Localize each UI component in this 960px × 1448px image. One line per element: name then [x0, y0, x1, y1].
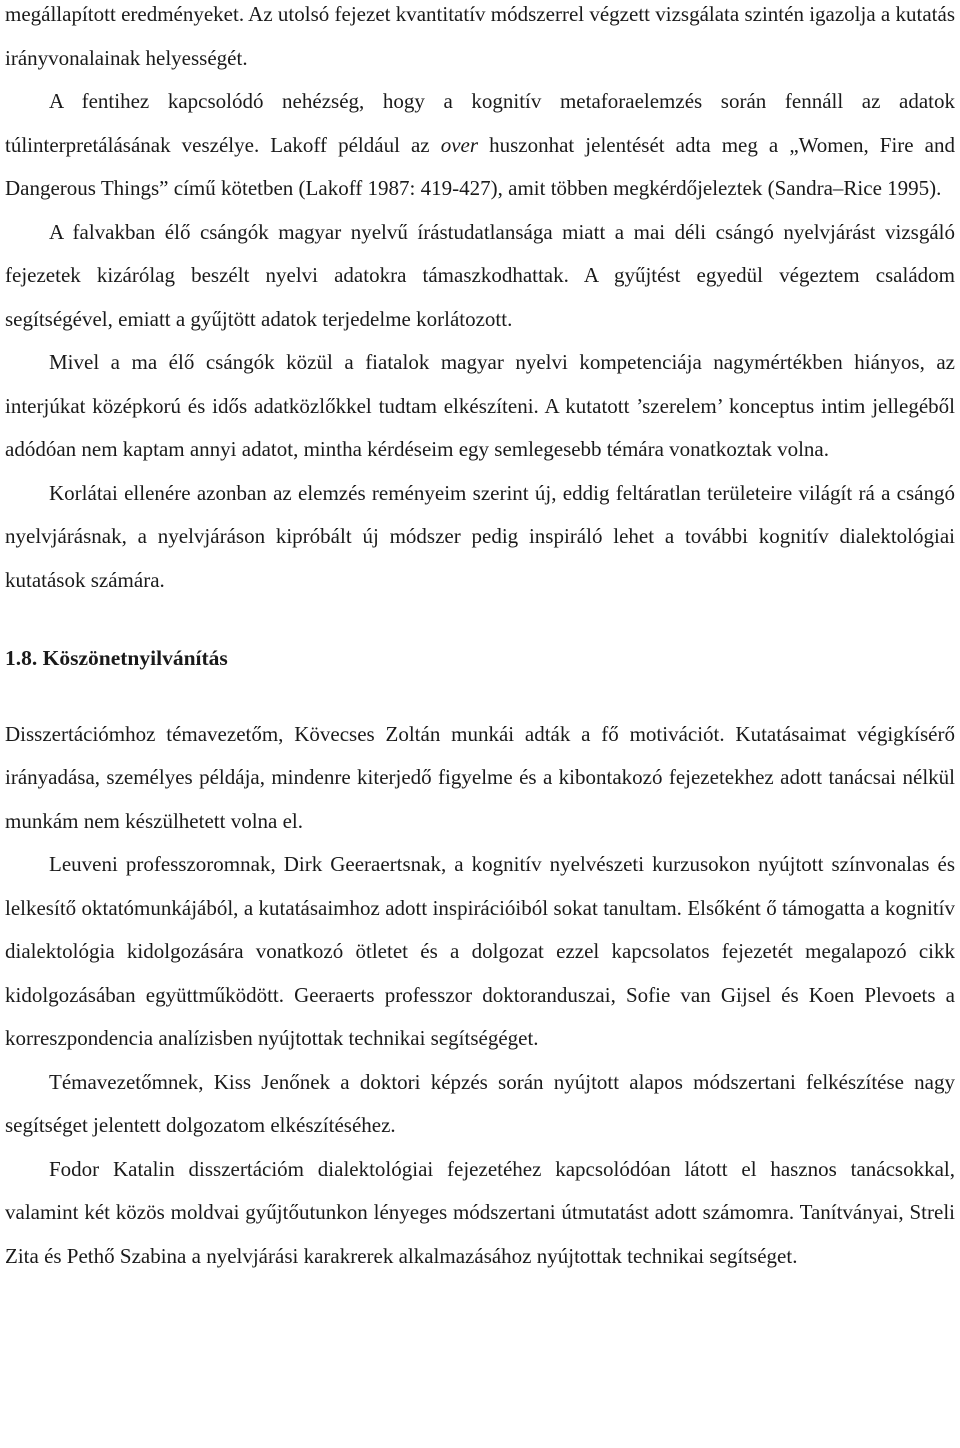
paragraph-difficulty-part-a: A fentihez kapcsolódó nehézség, hogy a kognitív metaforaelemzés során fennáll az adatok túlinterpretálásának veszélye. Lakoff például az: [5, 89, 955, 157]
paragraph-difficulty-part-b: huszonhat jelentését adta meg a „Women, Fire and Dangerous Things” című kötetben (Lakoff 1987: 419-427), amit többen megkérdőjeleztek (Sandra–Rice 1995).: [5, 132, 955, 200]
paragraph-supervisor: Disszertációmhoz témavezetőm, Kövecses Zoltán munkái adták a fő motivációt. Kutatásaimat végigkísérő irányadása, személyes példája, mindenre kiterjedő figyelme és a kibontakozó fejezetekhez adott tanácsai nélkül munkám nem készülhetett volna el.: [5, 721, 955, 833]
section-heading: 1.8. Köszönetnyilvánítás: [5, 646, 228, 670]
paragraph-leuven: Leuveni professzoromnak, Dirk Geeraertsnak, a kognitív nyelvészeti kurzusokon nyújtott színvonalas és lelkesítő oktatómunkájából, a kutatásaimhoz adott inspirációiból sokat tanultam. Elsőként ő támogatta a kognitív dialektológia kidolgozására vonatkozó ötletet és a dolgozat ezzel kapcsolatos fejezetét megalapozó cikk kidolgozásában együttműködött. Geeraerts professzor doktoranduszai, Sofie van Gijsel és Koen Plevoets a korreszpondencia analízisben nyújtottak technikai segítségéget.: [5, 852, 955, 1050]
paragraph-kiss: Témavezetőmnek, Kiss Jenőnek a doktori képzés során nyújtott alapos módszertani felkészítése nagy segítséget jelentett dolgozatom elkészítéséhez.: [5, 1069, 955, 1137]
paragraph-fodor: Fodor Katalin disszertációm dialektológiai fejezetéhez kapcsolódóan látott el hasznos tanácsokkal, valamint két közös moldvai gyűjtőutunkon lényeges módszertani útmutatást adott számomra. Tanítványai, Streli Zita és Pethő Szabina a nyelvjárási karakrerek alkalmazásához nyújtottak technikai segítséget.: [5, 1156, 955, 1268]
paragraph-competence: Mivel a ma élő csángók közül a fiatalok magyar nyelvi kompetenciája nagymértékben hiányos, az interjúkat középkorú és idős adatközlőkkel tudtam elkészíteni. A kutatott ’szerelem’ konceptus intim jellegéből adódóan nem kaptam annyi adatot, mintha kérdéseim egy semlegesebb témára vonatkoztak volna.: [5, 350, 955, 461]
document-page: [5, 0, 955, 1278]
paragraph-difficulty-emphasis: over: [440, 132, 479, 157]
paragraph-limitations: Korlátai ellenére azonban az elemzés reményeim szerint új, eddig feltáratlan területeire világít rá a csángó nyelvjárásnak, a nyelvjáráson kipróbált új módszer pedig inspiráló lehet a további kognitív dialektológiai kutatások számára.: [5, 480, 955, 592]
spacer: [5, 602, 955, 637]
spacer: [5, 681, 955, 713]
paragraph-continuation: megállapított eredményeket. Az utolsó fejezet kvantitatív módszerrel végzett vizsgálata szintén igazolja a kutatás irányvonalainak helyességét.: [5, 2, 955, 70]
paragraph-difficulty: [5, 80, 955, 211]
paragraph-illiteracy: A falvakban élő csángók magyar nyelvű írástudatlansága miatt a mai déli csángó nyelvjárást vizsgáló fejezetek kizárólag beszélt nyelvi adatokra támaszkodhattak. A gyűjtést egyedül végeztem családom segítségével, emiatt a gyűjtött adatok terjedelme korlátozott.: [5, 219, 955, 331]
